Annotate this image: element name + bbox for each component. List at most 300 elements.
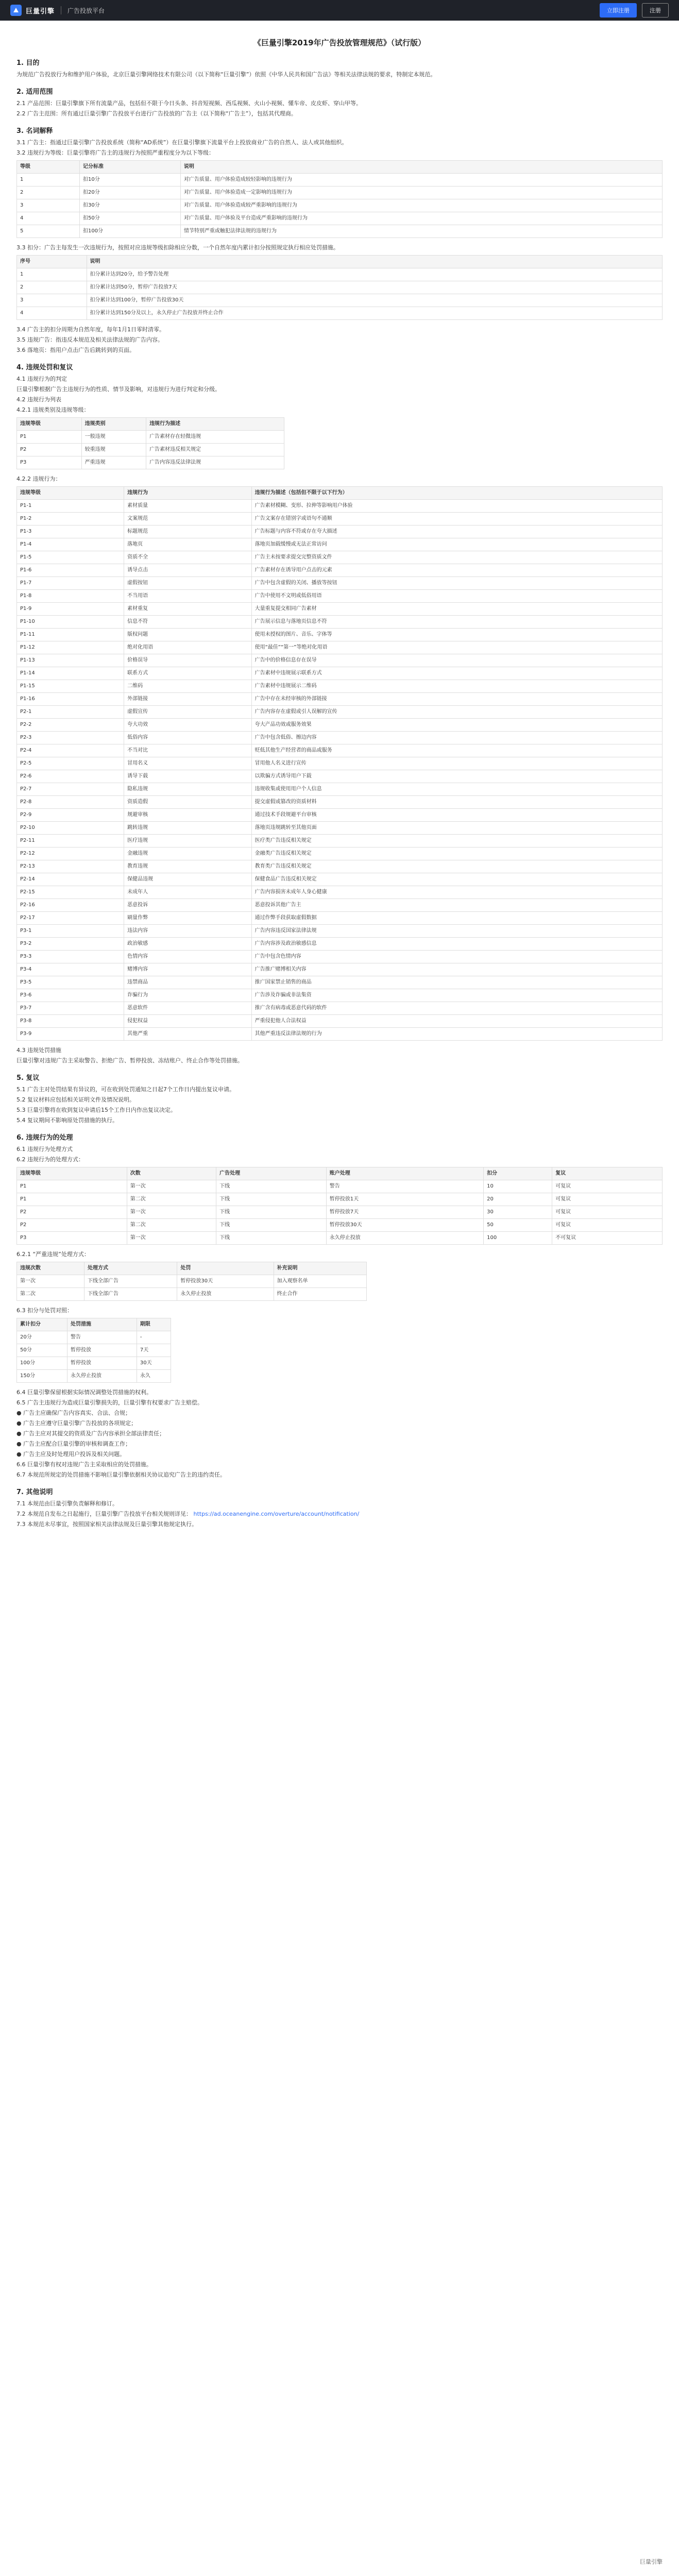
table-row [17, 654, 663, 667]
table-header-row [17, 1167, 663, 1180]
table-row [17, 1357, 171, 1370]
table-cell: 可复议 [552, 1206, 663, 1219]
table-cell: 广告文案存在错别字或语句不通顺 [251, 513, 662, 526]
section-3-paragraph-4: 3.4 广告主的扣分周期为自然年度，每年1月1日零时清零。 [16, 326, 165, 333]
table-cell: 落地页加载缓慢或无法正常访问 [251, 538, 662, 551]
table-cell: 下线 [216, 1206, 327, 1219]
table-cell: 1 [17, 268, 87, 281]
top-navigation-bar [0, 0, 679, 21]
section-4-paragraph-3: 4.2 违规行为列表 [16, 396, 61, 403]
table-cell: 暂停投放 [67, 1344, 137, 1357]
section-4-paragraph-5: 4.2.2 违规行为： [16, 476, 61, 482]
table-header-row [17, 256, 663, 268]
table-row [17, 1232, 663, 1245]
table-cell: 其他严重 [124, 1028, 251, 1041]
table-cell: 以欺骗方式诱导用户下载 [251, 770, 662, 783]
table-cell: 广告素材存在轻微违规 [146, 431, 284, 444]
table-cell: 其他严重违反法律法规的行为 [251, 1028, 662, 1041]
table-row [17, 770, 663, 783]
table-cell: P3-1 [17, 925, 124, 938]
table-cell: 提交虚假或篡改的资质材料 [251, 796, 662, 809]
table-row [17, 456, 284, 469]
table-cell: 隐私违规 [124, 783, 251, 796]
table-cell: 第二次 [17, 1288, 84, 1301]
table-cell: 金融违规 [124, 848, 251, 860]
table-cell: 3 [17, 294, 87, 307]
table-cell: P2-4 [17, 744, 124, 757]
column-header: 累计扣分 [17, 1318, 67, 1331]
table-cell: 广告展示信息与落地页信息不符 [251, 616, 662, 629]
table-cell: P2-6 [17, 770, 124, 783]
table-cell: P3-9 [17, 1028, 124, 1041]
table-cell: 对广告质量、用户体验造成较严重影响的违规行为 [180, 199, 662, 212]
table-row [17, 294, 663, 307]
table-row [17, 603, 663, 616]
table-cell: 使用“最佳”“第一”等绝对化用语 [251, 641, 662, 654]
table-cell: P1-14 [17, 667, 124, 680]
section-6-title: 6. 违规行为的处理 [16, 1134, 73, 1142]
table-cell: 100分 [17, 1357, 67, 1370]
table-cell: 严重侵犯他人合法权益 [251, 1015, 662, 1028]
table-cell: P2-8 [17, 796, 124, 809]
table-row [17, 938, 663, 951]
section-3-title: 3. 名词解释 [16, 127, 53, 135]
table-cell: 教育类广告违反相关规定 [251, 860, 662, 873]
table-cell: P3-2 [17, 938, 124, 951]
table-cell: 色情内容 [124, 951, 251, 963]
table-cell: 可复议 [552, 1193, 663, 1206]
table-cell: 侵犯权益 [124, 1015, 251, 1028]
table-row [17, 629, 663, 641]
section-3-paragraph-3: 3.3 扣分：广告主每发生一次违规行为，按照对应违规等级扣除相应分数，一个自然年度内累计扣分按照规定执行相应处罚措施。 [16, 244, 339, 251]
section-6-paragraph-3: 6.2.1 “严重违规”处理方式： [16, 1251, 90, 1258]
table-row [17, 835, 663, 848]
table-header-row [17, 1318, 171, 1331]
table-cell: 第二次 [127, 1219, 216, 1232]
table-cell: P2-14 [17, 873, 124, 886]
table-row [17, 1193, 663, 1206]
table-cell: 可复议 [552, 1219, 663, 1232]
table-cell: P1-5 [17, 551, 124, 564]
table-cell: 30天 [137, 1357, 171, 1370]
table-cell: P2-7 [17, 783, 124, 796]
table-cell: 可复议 [552, 1180, 663, 1193]
section-4-paragraph-7: 巨量引擎对违规广告主采取警告、拒绝广告、暂停投放、冻结账户、终止合作等处罚措施。 [16, 1057, 243, 1064]
table-cell: 扣10分 [79, 174, 180, 187]
table-cell: 下线 [216, 1219, 327, 1232]
column-header: 次数 [127, 1167, 216, 1180]
table-cell: 广告内容违反国家法律法规 [251, 925, 662, 938]
table-cell: 4 [17, 307, 87, 320]
table-cell: 2 [17, 187, 80, 199]
table-row [17, 667, 663, 680]
table-row [17, 963, 663, 976]
brand-logo[interactable] [10, 5, 105, 16]
table-cell: P2 [17, 444, 82, 456]
column-header: 违规等级 [17, 418, 82, 431]
table-cell: 虚假宣传 [124, 706, 251, 719]
table-cell: 诈骗行为 [124, 989, 251, 1002]
table-cell: 下线 [216, 1180, 327, 1193]
table-cell: 未成年人 [124, 886, 251, 899]
table-cell: 诱导点击 [124, 564, 251, 577]
section-3-paragraph-2: 3.2 违规行为等级：巨量引擎将广告主的违规行为按照严重程度分为以下等级： [16, 149, 214, 156]
table-row [17, 744, 663, 757]
table-cell: 暂停投放30天 [326, 1219, 483, 1232]
table-cell: P1-10 [17, 616, 124, 629]
table-row [17, 1288, 367, 1301]
column-header: 处罚 [177, 1262, 274, 1275]
document-content [0, 21, 679, 1539]
table-cell: 绝对化用语 [124, 641, 251, 654]
table-cell: 通过作弊手段获取虚假数据 [251, 912, 662, 925]
table-cell: 通过技术手段规避平台审核 [251, 809, 662, 822]
table-row [17, 822, 663, 835]
table-row [17, 513, 663, 526]
section-7-paragraph-3: 7.3 本规范未尽事宜，按照国家相关法律法规及巨量引擎其他规定执行。 [16, 1521, 197, 1528]
table-row [17, 268, 663, 281]
table-row [17, 1002, 663, 1015]
section-7-paragraph-2-text: 7.2 本规范自发布之日起施行，巨量引擎广告投放平台相关规则详见： [16, 1511, 192, 1517]
section-4-paragraph-1: 4.1 违规行为的判定 [16, 376, 67, 382]
table-row [17, 444, 284, 456]
table-cell: 冒用名义 [124, 757, 251, 770]
table-cell: 对广告质量、用户体验及平台造成严重影响的违规行为 [180, 212, 662, 225]
table-row [17, 860, 663, 873]
table-row [17, 757, 663, 770]
column-header: 补充说明 [274, 1262, 366, 1275]
table-cell: 广告素材违反相关规定 [146, 444, 284, 456]
table-cell: 第一次 [127, 1206, 216, 1219]
table-cell: 暂停投放1天 [326, 1193, 483, 1206]
section-6-paragraph-2: 6.2 违规行为的处理方式： [16, 1156, 84, 1163]
table-cell: 冒用他人名义进行宣传 [251, 757, 662, 770]
table-row [17, 951, 663, 963]
table-cell: P3-7 [17, 1002, 124, 1015]
section-3-paragraph-5: 3.5 违规广告：指违反本规范及相关法律法规的广告内容。 [16, 336, 163, 343]
table-row [17, 989, 663, 1002]
column-header: 序号 [17, 256, 87, 268]
table-header-row [17, 161, 663, 174]
table-cell: P1-11 [17, 629, 124, 641]
header-actions [600, 3, 669, 18]
document-title: 《巨量引擎2019年广告投放管理规范》（试行版） [253, 38, 426, 47]
table-row [17, 886, 663, 899]
table-cell: 资质不全 [124, 551, 251, 564]
table-cell: 广告素材模糊、变形、拉伸等影响用户体验 [251, 500, 662, 513]
table-cell: 50 [484, 1219, 552, 1232]
table-cell: 联系方式 [124, 667, 251, 680]
table-row [17, 187, 663, 199]
table-row [17, 212, 663, 225]
brand-logo-icon [10, 5, 22, 16]
table-row [17, 732, 663, 744]
table-row [17, 551, 663, 564]
table-cell: P2 [17, 1219, 127, 1232]
table-cell: 150分 [17, 1370, 67, 1383]
table-row [17, 1331, 171, 1344]
table-row [17, 1370, 171, 1383]
obligation-list [16, 1409, 663, 1459]
table-cell: 广告标题与内容不符或存在夸大描述 [251, 526, 662, 538]
table-cell: 恶意投诉其他广告主 [251, 899, 662, 912]
table-cell: P3 [17, 456, 82, 469]
table-cell: 下线全部广告 [84, 1288, 177, 1301]
table-cell: P1-8 [17, 590, 124, 603]
table-cell: 扣分累计达到150分及以上，永久停止广告投放并终止合作 [87, 307, 662, 320]
table-cell: 广告素材存在诱导用户点击的元素 [251, 564, 662, 577]
column-header: 违规次数 [17, 1262, 84, 1275]
section-6-paragraph-1: 6.1 违规行为处理方式 [16, 1146, 73, 1153]
table-cell: 50分 [17, 1344, 67, 1357]
table-cell: 广告涉及诈骗或非法集资 [251, 989, 662, 1002]
table-cell: P1-9 [17, 603, 124, 616]
table-cell: P1-3 [17, 526, 124, 538]
table-cell: 恶意投诉 [124, 899, 251, 912]
table-cell: 不可复议 [552, 1232, 663, 1245]
column-header: 广告处理 [216, 1167, 327, 1180]
list-item: ● 广告主应对其提交的资质及广告内容承担全部法律责任； [16, 1430, 165, 1437]
table-cell: 扣分累计达到100分，暂停广告投放30天 [87, 294, 662, 307]
table-cell: 二维码 [124, 680, 251, 693]
table-cell: P2-5 [17, 757, 124, 770]
table-cell: 20分 [17, 1331, 67, 1344]
table-row [17, 1180, 663, 1193]
table-row [17, 1219, 663, 1232]
table-cell: 贬低其他生产经营者的商品或服务 [251, 744, 662, 757]
notification-link[interactable]: https://ad.oceanengine.com/overture/account/notification/ [193, 1511, 360, 1517]
table-cell: P3-5 [17, 976, 124, 989]
table-row [17, 281, 663, 294]
table-cell: 大量重复提交相同广告素材 [251, 603, 662, 616]
table-row [17, 1275, 367, 1288]
table-cell: 较重违规 [81, 444, 146, 456]
table-cell: 下线全部广告 [84, 1275, 177, 1288]
table-cell: P1-1 [17, 500, 124, 513]
table-cell: 扣30分 [79, 199, 180, 212]
table-cell: 广告素材中违规展示二维码 [251, 680, 662, 693]
login-button[interactable]: 注册 [642, 3, 669, 18]
brand-name: 巨量引擎 [26, 7, 55, 15]
table-cell: 3 [17, 199, 80, 212]
table-row [17, 783, 663, 796]
handling-table [16, 1167, 663, 1245]
table-cell: 赌博内容 [124, 963, 251, 976]
table-cell: 广告内容损害未成年人身心健康 [251, 886, 662, 899]
table-row [17, 693, 663, 706]
table-row [17, 809, 663, 822]
table-row [17, 225, 663, 238]
table-row [17, 873, 663, 886]
table-cell: 虚假按钮 [124, 577, 251, 590]
section-1-title: 1. 目的 [16, 59, 40, 67]
section-7-title: 7. 其他说明 [16, 1488, 53, 1496]
table-cell: 下线 [216, 1193, 327, 1206]
table-cell: 广告中使用不文明或低俗用语 [251, 590, 662, 603]
table-row [17, 719, 663, 732]
table-cell: 情节特别严重或触犯法律法规的违规行为 [180, 225, 662, 238]
section-6-paragraph-4: 6.3 扣分与处罚对照： [16, 1307, 73, 1314]
table-cell: 规避审核 [124, 809, 251, 822]
section-6-paragraph-8: 6.7 本规范所规定的处罚措施不影响巨量引擎依据相关协议追究广告主的违约责任。 [16, 1471, 226, 1478]
table-row [17, 1206, 663, 1219]
table-cell: 2 [17, 281, 87, 294]
table-cell: 暂停投放30天 [177, 1275, 274, 1288]
table-cell: P1-15 [17, 680, 124, 693]
table-cell: 第一次 [127, 1180, 216, 1193]
table-cell: 对广告质量、用户体验造成一定影响的违规行为 [180, 187, 662, 199]
table-cell: P3-4 [17, 963, 124, 976]
table-cell: 广告素材中违规展示联系方式 [251, 667, 662, 680]
table-cell: 不当用语 [124, 590, 251, 603]
table-cell: 警告 [67, 1331, 137, 1344]
table-row [17, 848, 663, 860]
table-cell: 夸大功效 [124, 719, 251, 732]
table-cell: 外部链接 [124, 693, 251, 706]
table-row [17, 976, 663, 989]
table-cell: 价格误导 [124, 654, 251, 667]
table-cell: 版权问题 [124, 629, 251, 641]
list-item: ● 广告主应配合巨量引擎的审核和调查工作； [16, 1440, 131, 1447]
table-cell: P2-9 [17, 809, 124, 822]
column-header: 期限 [137, 1318, 171, 1331]
table-cell: 第一次 [127, 1232, 216, 1245]
table-cell: 违禁商品 [124, 976, 251, 989]
platform-subtitle: 广告投放平台 [67, 7, 105, 14]
column-header: 说明 [87, 256, 662, 268]
list-item: ● 广告主应遵守巨量引擎广告投放的各项规定； [16, 1420, 137, 1427]
table-cell: 30 [484, 1206, 552, 1219]
table-cell: P2-2 [17, 719, 124, 732]
table-cell: 第二次 [127, 1193, 216, 1206]
section-7-paragraph-2 [16, 1510, 663, 1518]
column-header: 记分标准 [79, 161, 180, 174]
table-cell: 违法内容 [124, 925, 251, 938]
table-cell: 标题规范 [124, 526, 251, 538]
section-1-paragraph: 为规范广告投放行为和维护用户体验，北京巨量引擎网络技术有限公司（以下简称“巨量引擎”）依照《中华人民共和国广告法》等相关法律法规的要求，特制定本规范。 [16, 71, 436, 78]
table-row [17, 500, 663, 513]
table-cell: 资质造假 [124, 796, 251, 809]
table-cell: 金融类广告违反相关规定 [251, 848, 662, 860]
table-cell: 永久 [137, 1370, 171, 1383]
column-header: 违规行为 [124, 487, 251, 500]
table-cell: 广告中的价格信息存在误导 [251, 654, 662, 667]
table-cell: 诱导下载 [124, 770, 251, 783]
section-5-paragraph-1: 5.1 广告主对处罚结果有异议的，可在收到处罚通知之日起7个工作日内提出复议申请。 [16, 1086, 235, 1093]
table-row [17, 899, 663, 912]
section-6-paragraph-5: 6.4 巨量引擎保留根据实际情况调整处罚措施的权利。 [16, 1389, 152, 1396]
level-table [16, 160, 663, 238]
table-header-row [17, 487, 663, 500]
table-cell: 第一次 [17, 1275, 84, 1288]
column-header: 违规等级 [17, 487, 124, 500]
section-2-paragraph-1: 2.1 产品范围：巨量引擎旗下所有流量产品，包括但不限于今日头条、抖音短视频、西瓜视频、火山小视频、懂车帝、皮皮虾、穿山甲等。 [16, 100, 362, 107]
table-row [17, 564, 663, 577]
table-cell: 使用未授权的图片、音乐、字体等 [251, 629, 662, 641]
table-cell: 推广国家禁止销售的商品 [251, 976, 662, 989]
section-6-paragraph-7: 6.6 巨量引擎有权对违规广告主采取相应的处罚措施。 [16, 1461, 152, 1468]
section-5-title: 5. 复议 [16, 1074, 40, 1082]
table-cell: P2-11 [17, 835, 124, 848]
table-cell: P2-3 [17, 732, 124, 744]
table-cell: 扣100分 [79, 225, 180, 238]
severe-table [16, 1262, 367, 1301]
table-cell: 扣分累计达到50分，暂停广告投放7天 [87, 281, 662, 294]
table-cell: 广告推广赌博相关内容 [251, 963, 662, 976]
table-row [17, 307, 663, 320]
section-4-paragraph-6: 4.3 违规处罚措施 [16, 1047, 61, 1054]
column-header: 处罚措施 [67, 1318, 137, 1331]
table-header-row [17, 1262, 367, 1275]
table-row [17, 199, 663, 212]
list-item: ● 广告主应及时处理用户投诉及相关问题。 [16, 1451, 126, 1458]
footer-brand: 巨量引擎 [640, 2558, 663, 2565]
table-cell: P1-13 [17, 654, 124, 667]
table-cell: P1 [17, 431, 82, 444]
table-cell: P1-6 [17, 564, 124, 577]
table-cell: P2-1 [17, 706, 124, 719]
section-3-paragraph-6: 3.6 落地页：指用户点击广告后跳转到的页面。 [16, 347, 135, 353]
section-5-paragraph-2: 5.2 复议材料应包括相关证明文件及情况说明。 [16, 1096, 135, 1103]
table-cell: P2-10 [17, 822, 124, 835]
table-cell: 扣分累计达到20分，给予警告处理 [87, 268, 662, 281]
table-cell: 跳转违规 [124, 822, 251, 835]
section-2-title: 2. 适用范围 [16, 88, 53, 96]
table-row [17, 590, 663, 603]
table-cell: P2-12 [17, 848, 124, 860]
table-header-row [17, 418, 284, 431]
table-cell: 文案规范 [124, 513, 251, 526]
column-header: 账户处理 [326, 1167, 483, 1180]
table-cell: 5 [17, 225, 80, 238]
table-row [17, 912, 663, 925]
table-cell: P3 [17, 1232, 127, 1245]
table-cell: 终止合作 [274, 1288, 366, 1301]
table-cell: 推广含有病毒或恶意代码的软件 [251, 1002, 662, 1015]
column-header: 违规类别 [81, 418, 146, 431]
section-5-paragraph-3: 5.3 巨量引擎将在收到复议申请后15个工作日内作出复议决定。 [16, 1107, 176, 1113]
table-cell: 永久停止投放 [177, 1288, 274, 1301]
score-table [16, 1318, 171, 1383]
table-cell: 扣20分 [79, 187, 180, 199]
table-cell: 医疗类广告违反相关规定 [251, 835, 662, 848]
table-cell: 一般违规 [81, 431, 146, 444]
table-cell: 刷量作弊 [124, 912, 251, 925]
table-row [17, 1028, 663, 1041]
table-cell: 教育违规 [124, 860, 251, 873]
table-cell: P2 [17, 1206, 127, 1219]
table-row [17, 706, 663, 719]
table-row [17, 616, 663, 629]
violation-table [16, 486, 663, 1041]
table-cell: 暂停投放7天 [326, 1206, 483, 1219]
table-cell: 下线 [216, 1232, 327, 1245]
table-cell: 永久停止投放 [67, 1370, 137, 1383]
penalty-table [16, 255, 663, 320]
table-row [17, 641, 663, 654]
table-cell: 1 [17, 174, 80, 187]
table-cell: 保健品违规 [124, 873, 251, 886]
table-row [17, 925, 663, 938]
table-cell: 保健食品广告违反相关规定 [251, 873, 662, 886]
table-cell: 素材重复 [124, 603, 251, 616]
register-button[interactable]: 立即注册 [600, 3, 637, 18]
table-cell: 20 [484, 1193, 552, 1206]
table-cell: P1-7 [17, 577, 124, 590]
table-cell: 100 [484, 1232, 552, 1245]
table-cell: 广告主未按要求提交完整资质文件 [251, 551, 662, 564]
section-4-paragraph-4: 4.2.1 违规类别及违规等级： [16, 406, 90, 413]
